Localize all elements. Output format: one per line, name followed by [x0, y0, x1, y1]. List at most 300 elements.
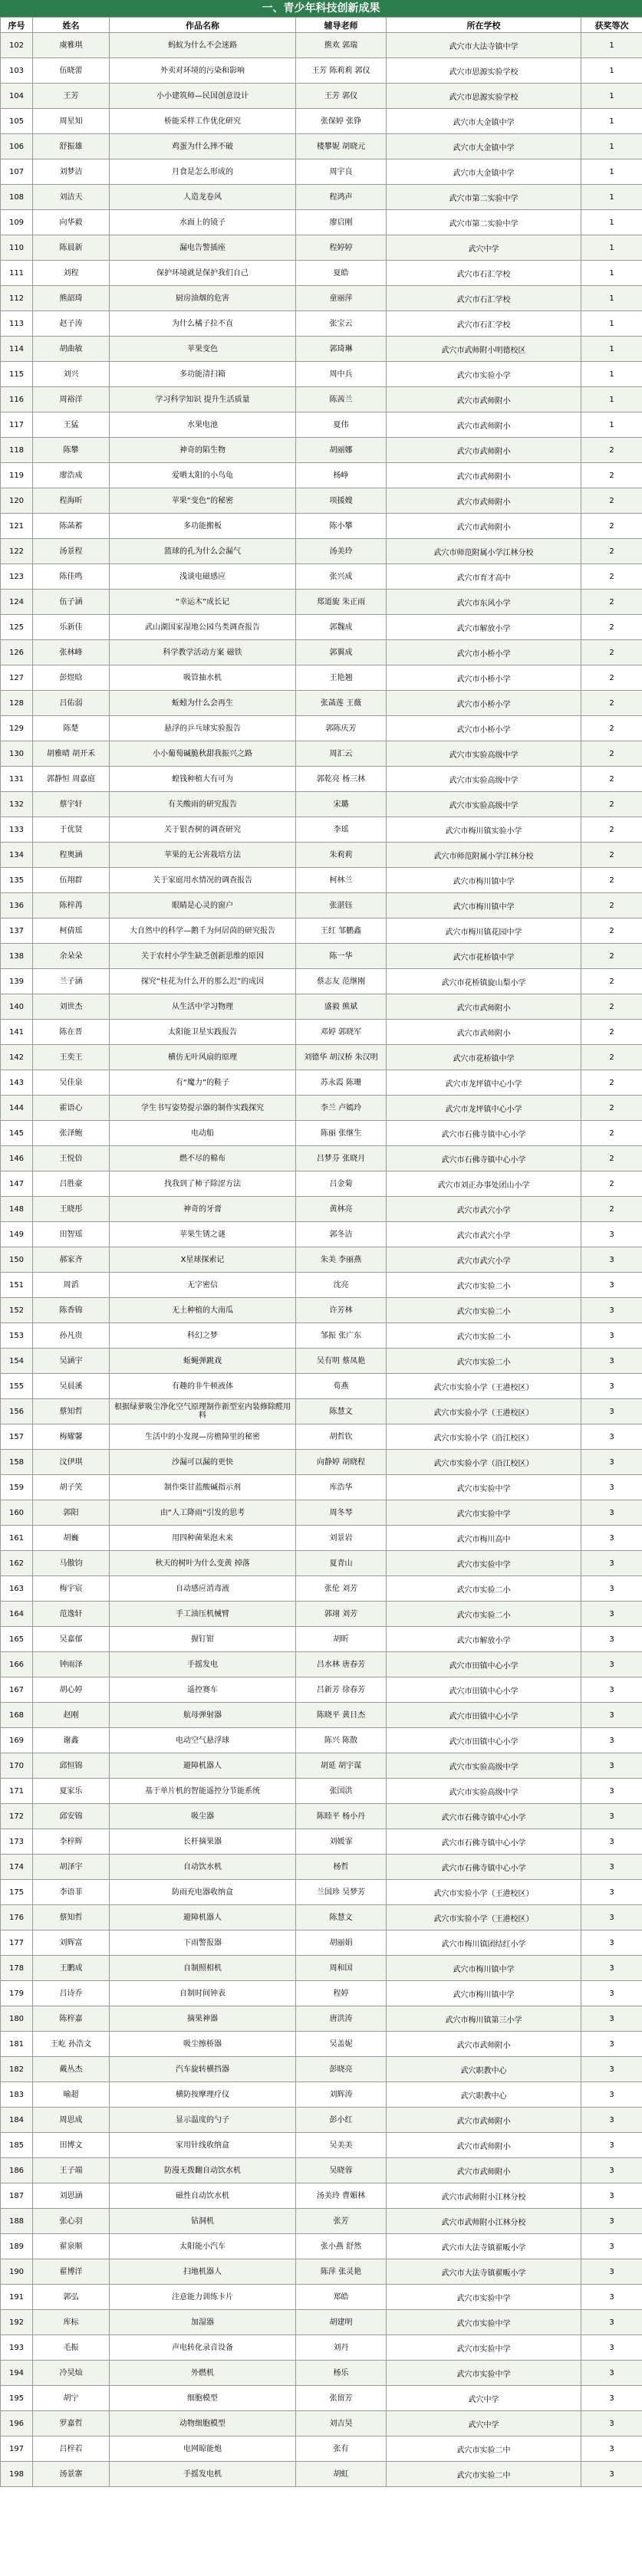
- table-row: [1, 185, 642, 210]
- cell-level: 1: [581, 311, 642, 337]
- cell-work: 科幻之梦: [110, 1323, 296, 1349]
- cell-name: 孙凡贵: [33, 1323, 110, 1349]
- cell-work: 手工油压机械臂: [110, 1602, 296, 1627]
- cell-work: 加湿器: [110, 2310, 296, 2335]
- cell-work: 科学教学活动方案 磁铁: [110, 640, 296, 665]
- cell-school: 武穴市武师附小江林分校: [387, 2209, 581, 2234]
- table-row: [1, 337, 642, 362]
- cell-name: 舒振雄: [33, 134, 110, 159]
- cell-work: 航母弹射器: [110, 1703, 296, 1728]
- cell-school: 武穴市石佛寺镇中心小学: [387, 1855, 581, 1880]
- cell-school: 武穴市解放小学: [387, 615, 581, 640]
- cell-school: 武穴市大法寺镇翟畈小学: [387, 2259, 581, 2285]
- cell-name: 钟雨泽: [33, 1652, 110, 1677]
- cell-school: 武穴市花桥镇中学: [387, 1045, 581, 1070]
- cell-teacher: 吴晓蓉: [296, 2158, 387, 2183]
- cell-name: 赵子涛: [33, 311, 110, 337]
- table-row: [1, 134, 642, 159]
- table-row: [1, 2436, 642, 2462]
- table-row: [1, 488, 642, 514]
- cell-name: 田智瑶: [33, 1222, 110, 1247]
- cell-level: 3: [581, 1273, 642, 1298]
- table-row: [1, 311, 642, 337]
- cell-school: 武穴市武师附小江林分校: [387, 2183, 581, 2209]
- table-row: [1, 1247, 642, 1273]
- cell-index: 187: [1, 2183, 33, 2209]
- cell-teacher: 邹振 张广东: [296, 1323, 387, 1349]
- cell-work: X星球探索记: [110, 1247, 296, 1273]
- cell-work: 蚂蚁为什么不会迷路: [110, 33, 296, 58]
- cell-index: 136: [1, 893, 33, 918]
- cell-work: 长杆摘果器: [110, 1829, 296, 1855]
- cell-level: 3: [581, 1222, 642, 1247]
- cell-teacher: 杨乐: [296, 2361, 387, 2386]
- cell-level: 3: [581, 1247, 642, 1273]
- cell-work: 握钉钳: [110, 1627, 296, 1652]
- cell-level: 2: [581, 1045, 642, 1070]
- cell-school: 武穴市武师附小: [387, 2133, 581, 2158]
- table-row: [1, 1020, 642, 1045]
- cell-work: 手摇发电机: [110, 2462, 296, 2487]
- cell-work: 蝗钱种植大有可为: [110, 767, 296, 792]
- cell-index: 196: [1, 2411, 33, 2436]
- cell-level: 3: [581, 1804, 642, 1829]
- cell-school: 武穴市实验小学（沿江校区）: [387, 1424, 581, 1450]
- cell-index: 103: [1, 58, 33, 84]
- cell-work: 学习科学知识 提升生活质量: [110, 387, 296, 412]
- cell-level: 3: [581, 1551, 642, 1576]
- cell-work: 桥能采样工作优化研究: [110, 109, 296, 134]
- cell-school: 武穴市梅川镇中学: [387, 1956, 581, 1981]
- cell-work: 厨房油烟的危害: [110, 286, 296, 311]
- cell-work: 学生书写姿势提示器的制作实践探究: [110, 1096, 296, 1121]
- cell-index: 145: [1, 1121, 33, 1146]
- cell-teacher: 唐洪涛: [296, 2006, 387, 2032]
- cell-teacher: 库浩华: [296, 1475, 387, 1500]
- cell-work: 钻洞机: [110, 2209, 296, 2234]
- cell-level: 3: [581, 1602, 642, 1627]
- award-table: [0, 17, 642, 2487]
- cell-work: 蚯蚓为什么会再生: [110, 691, 296, 716]
- table-row: [1, 817, 642, 843]
- cell-school: 武穴市实验二小: [387, 1576, 581, 1602]
- cell-teacher: 周中兵: [296, 362, 387, 387]
- table-row: [1, 590, 642, 615]
- table-row: [1, 210, 642, 235]
- cell-teacher: 吴盖妮: [296, 2032, 387, 2057]
- cell-school: 武穴市武师附小: [387, 2158, 581, 2183]
- cell-name: 夏家乐: [33, 1779, 110, 1804]
- cell-teacher: 张兴成: [296, 564, 387, 590]
- table-row: [1, 362, 642, 387]
- cell-index: 184: [1, 2108, 33, 2133]
- cell-work: 注意能力训练卡片: [110, 2285, 296, 2310]
- cell-school: 武穴市实验中学: [387, 1551, 581, 1576]
- cell-level: 2: [581, 438, 642, 463]
- table-row: [1, 994, 642, 1020]
- cell-level: 3: [581, 1424, 642, 1450]
- cell-index: 150: [1, 1247, 33, 1273]
- cell-index: 195: [1, 2386, 33, 2411]
- cell-index: 138: [1, 944, 33, 969]
- table-row: [1, 514, 642, 539]
- table-row: [1, 1121, 642, 1146]
- table-row: [1, 1146, 642, 1171]
- cell-level: 3: [581, 1981, 642, 2006]
- cell-name: 程奥涵: [33, 843, 110, 868]
- cell-teacher: 夏伟: [296, 412, 387, 438]
- cell-level: 3: [581, 2462, 642, 2487]
- cell-teacher: 郭陈庆芳: [296, 716, 387, 741]
- cell-index: 132: [1, 792, 33, 817]
- cell-level: 1: [581, 185, 642, 210]
- cell-level: 3: [581, 2006, 642, 2032]
- cell-index: 105: [1, 109, 33, 134]
- cell-name: 霍语心: [33, 1096, 110, 1121]
- cell-school: 武穴市武师附小: [387, 2108, 581, 2133]
- cell-name: 吕梓若: [33, 2436, 110, 2462]
- cell-name: 蔡知哲: [33, 1905, 110, 1930]
- cell-level: 1: [581, 235, 642, 261]
- cell-level: 2: [581, 1146, 642, 1171]
- cell-work: 探究“桂花为什么开的那么迟”的成因: [110, 969, 296, 994]
- cell-work: 防雨充电器收纳盒: [110, 1880, 296, 1905]
- cell-teacher: 朱莉莉: [296, 843, 387, 868]
- table-row: [1, 438, 642, 463]
- cell-index: 161: [1, 1526, 33, 1551]
- cell-name: 汤景程: [33, 539, 110, 564]
- cell-level: 1: [581, 109, 642, 134]
- table-row: [1, 58, 642, 84]
- cell-level: 2: [581, 843, 642, 868]
- cell-school: 武穴市实验高级中学: [387, 741, 581, 767]
- cell-school: 武穴市梅川镇花园中学: [387, 918, 581, 944]
- cell-name: 张心羽: [33, 2209, 110, 2234]
- cell-name: 周裕洋: [33, 387, 110, 412]
- cell-index: 159: [1, 1475, 33, 1500]
- cell-name: 刘思涵: [33, 2183, 110, 2209]
- cell-work: 有趣的非牛顿液体: [110, 1374, 296, 1399]
- cell-index: 188: [1, 2209, 33, 2234]
- cell-level: 1: [581, 84, 642, 109]
- cell-school: 武穴市梅川镇中学: [387, 868, 581, 893]
- cell-index: 131: [1, 767, 33, 792]
- cell-teacher: 夏皓: [296, 261, 387, 286]
- cell-teacher: 刘丹: [296, 2335, 387, 2361]
- cell-work: “幸运木”成长记: [110, 590, 296, 615]
- cell-school: 武穴市武师附小: [387, 463, 581, 488]
- cell-school: 武穴市大法寺镇翟畈小学: [387, 2234, 581, 2259]
- cell-index: 112: [1, 286, 33, 311]
- cell-teacher: 郑道旎 朱正雨: [296, 590, 387, 615]
- cell-name: 胡泽宇: [33, 1855, 110, 1880]
- cell-work: 外卖对环境的污染和影响: [110, 58, 296, 84]
- table-row: [1, 893, 642, 918]
- cell-school: 武穴市实验小学（王港校区）: [387, 1374, 581, 1399]
- cell-index: 137: [1, 918, 33, 944]
- cell-level: 3: [581, 1576, 642, 1602]
- cell-name: 王屹 孙浩文: [33, 2032, 110, 2057]
- cell-level: 3: [581, 2335, 642, 2361]
- cell-level: 2: [581, 994, 642, 1020]
- cell-teacher: 陈丽 张继生: [296, 1121, 387, 1146]
- cell-index: 107: [1, 159, 33, 185]
- cell-name: 乐新佳: [33, 615, 110, 640]
- table-row: [1, 2386, 642, 2411]
- cell-level: 3: [581, 1349, 642, 1374]
- cell-index: 148: [1, 1197, 33, 1222]
- cell-work: 爱晒太阳的小鸟龟: [110, 463, 296, 488]
- table-row: [1, 1956, 642, 1981]
- cell-level: 3: [581, 2108, 642, 2133]
- cell-name: 陈香锦: [33, 1298, 110, 1323]
- table-row: [1, 1677, 642, 1703]
- cell-index: 143: [1, 1070, 33, 1096]
- cell-index: 151: [1, 1273, 33, 1298]
- cell-level: 1: [581, 362, 642, 387]
- cell-work: 吸尘器: [110, 1804, 296, 1829]
- cell-name: 王悦倍: [33, 1146, 110, 1171]
- cell-school: 武穴市武师附小: [387, 2032, 581, 2057]
- table-row: [1, 1905, 642, 1930]
- cell-work: 神奇的牙膏: [110, 1197, 296, 1222]
- cell-index: 155: [1, 1374, 33, 1399]
- cell-name: 陈攀: [33, 438, 110, 463]
- cell-teacher: 胡丽娟: [296, 1930, 387, 1956]
- cell-index: 108: [1, 185, 33, 210]
- table-row: [1, 84, 642, 109]
- cell-work: 保护环境就是保护我们自己: [110, 261, 296, 286]
- cell-work: 基于单片机的智能遥控分节能系统: [110, 1779, 296, 1804]
- cell-name: 翟博洋: [33, 2259, 110, 2285]
- table-row: [1, 1855, 642, 1880]
- cell-index: 182: [1, 2057, 33, 2082]
- table-row: [1, 1222, 642, 1247]
- cell-name: 陈楚: [33, 716, 110, 741]
- cell-level: 1: [581, 33, 642, 58]
- cell-teacher: 吕水林 唐春芳: [296, 1652, 387, 1677]
- cell-index: 111: [1, 261, 33, 286]
- cell-level: 1: [581, 286, 642, 311]
- table-row: [1, 2133, 642, 2158]
- cell-work: 小小葡萄碱脆秋甜我振兴之路: [110, 741, 296, 767]
- cell-level: 2: [581, 817, 642, 843]
- cell-name: 彭煜晗: [33, 665, 110, 691]
- cell-name: 翟泉顺: [33, 2234, 110, 2259]
- cell-level: 3: [581, 2411, 642, 2436]
- cell-work: 电动空气悬浮球: [110, 1728, 296, 1753]
- cell-index: 140: [1, 994, 33, 1020]
- cell-index: 102: [1, 33, 33, 58]
- cell-index: 192: [1, 2310, 33, 2335]
- cell-level: 2: [581, 691, 642, 716]
- cell-level: 3: [581, 1956, 642, 1981]
- cell-school: 武穴市师范附属小学江林分校: [387, 539, 581, 564]
- cell-index: 147: [1, 1171, 33, 1197]
- cell-name: 刘梦洁: [33, 159, 110, 185]
- cell-level: 3: [581, 2183, 642, 2209]
- cell-teacher: 陈一华: [296, 944, 387, 969]
- cell-school: 武穴市实验高级中学: [387, 1779, 581, 1804]
- cell-teacher: 陈慧文: [296, 1399, 387, 1424]
- cell-work: 关于家庭用水情况的调查报告: [110, 868, 296, 893]
- cell-school: 武穴市梅川镇第三小学: [387, 2006, 581, 2032]
- cell-school: 武穴市武师附小: [387, 387, 581, 412]
- cell-teacher: 吕金菊: [296, 1171, 387, 1197]
- table-row: [1, 1475, 642, 1500]
- cell-teacher: 蔡志友 范继刚: [296, 969, 387, 994]
- cell-name: 库标: [33, 2310, 110, 2335]
- header-row: [1, 18, 642, 33]
- table-row: [1, 1526, 642, 1551]
- cell-level: 3: [581, 1829, 642, 1855]
- cell-level: 1: [581, 412, 642, 438]
- cell-name: 胡心婷: [33, 1677, 110, 1703]
- cell-level: 3: [581, 2133, 642, 2158]
- cell-level: 2: [581, 1070, 642, 1096]
- cell-teacher: 郭魏成: [296, 615, 387, 640]
- cell-name: 王鹏成: [33, 1956, 110, 1981]
- cell-teacher: 陈慧文: [296, 1905, 387, 1930]
- cell-name: 张林峰: [33, 640, 110, 665]
- cell-school: 武穴市师范附属小学江林分校: [387, 843, 581, 868]
- cell-name: 陈菡蓄: [33, 514, 110, 539]
- cell-work: 有关酸雨的研究报告: [110, 792, 296, 817]
- cell-name: 吴佳泉: [33, 1070, 110, 1096]
- cell-school: 武穴市实验中学: [387, 1475, 581, 1500]
- cell-level: 3: [581, 1627, 642, 1652]
- header-index: 序号: [1, 18, 33, 33]
- cell-level: 3: [581, 1450, 642, 1475]
- cell-school: 武穴市实验二小: [387, 1349, 581, 1374]
- cell-school: 武穴市田镇中心小学: [387, 1728, 581, 1753]
- cell-name: 陈梓嘉: [33, 2006, 110, 2032]
- cell-school: 武穴市梅川镇团结红小学: [387, 1930, 581, 1956]
- cell-level: 2: [581, 488, 642, 514]
- cell-school: 武穴市实验高级中学: [387, 1753, 581, 1779]
- cell-teacher: 荀燕: [296, 1374, 387, 1399]
- cell-name: 刘程: [33, 261, 110, 286]
- cell-school: 武穴市思源实验学校: [387, 84, 581, 109]
- cell-teacher: 张湛钰: [296, 893, 387, 918]
- cell-index: 171: [1, 1779, 33, 1804]
- cell-level: 3: [581, 1399, 642, 1424]
- cell-level: 3: [581, 2209, 642, 2234]
- cell-index: 104: [1, 84, 33, 109]
- cell-school: 武穴市龙坪镇中心小学: [387, 1096, 581, 1121]
- table-row: [1, 1551, 642, 1576]
- cell-teacher: 刘媛霏: [296, 1829, 387, 1855]
- cell-level: 3: [581, 1526, 642, 1551]
- cell-teacher: 廖启刚: [296, 210, 387, 235]
- cell-teacher: 夏青山: [296, 1551, 387, 1576]
- cell-school: 武穴市育才高中: [387, 564, 581, 590]
- cell-teacher: 盛毅 熊斌: [296, 994, 387, 1020]
- cell-name: 汤景寨: [33, 2462, 110, 2487]
- cell-index: 179: [1, 1981, 33, 2006]
- cell-work: 人造龙卷风: [110, 185, 296, 210]
- cell-school: 武穴市第二实验中学: [387, 185, 581, 210]
- cell-work: 苹果变色: [110, 337, 296, 362]
- cell-work: 自动饮水机: [110, 1855, 296, 1880]
- cell-name: 田博文: [33, 2133, 110, 2158]
- cell-work: 漏电告警插座: [110, 235, 296, 261]
- table-row: [1, 286, 642, 311]
- cell-teacher: 李瑶: [296, 817, 387, 843]
- cell-school: 武穴市小桥小学: [387, 716, 581, 741]
- cell-school: 武穴市实验小学（王港校区）: [387, 1880, 581, 1905]
- cell-school: 武穴市小桥小学: [387, 665, 581, 691]
- cell-work: 外燃机: [110, 2361, 296, 2386]
- cell-level: 2: [581, 868, 642, 893]
- table-row: [1, 1424, 642, 1450]
- table-row: [1, 2285, 642, 2310]
- table-row: [1, 2234, 642, 2259]
- cell-index: 160: [1, 1500, 33, 1526]
- cell-name: 刘兴: [33, 362, 110, 387]
- cell-teacher: 宋璐: [296, 792, 387, 817]
- cell-level: 1: [581, 159, 642, 185]
- cell-teacher: 程婷: [296, 1981, 387, 2006]
- table-row: [1, 1981, 642, 2006]
- cell-work: 显示温度的勺子: [110, 2108, 296, 2133]
- cell-level: 1: [581, 261, 642, 286]
- cell-level: 3: [581, 2234, 642, 2259]
- cell-teacher: 彭小红: [296, 2108, 387, 2133]
- cell-name: 陈佳鸣: [33, 564, 110, 590]
- cell-name: 冷昊灿: [33, 2361, 110, 2386]
- cell-teacher: 胡昕: [296, 1627, 387, 1652]
- table-body: [1, 33, 642, 2487]
- cell-school: 武穴职教中心: [387, 2057, 581, 2082]
- cell-school: 武穴市武师附小: [387, 514, 581, 539]
- table-row: [1, 1829, 642, 1855]
- cell-school: 武穴市梅川镇实验小学: [387, 817, 581, 843]
- cell-level: 2: [581, 1121, 642, 1146]
- cell-school: 武穴市梅川镇中学: [387, 893, 581, 918]
- cell-school: 武穴市实验中学: [387, 2335, 581, 2361]
- cell-school: 武穴市田镇中心小学: [387, 1677, 581, 1703]
- cell-name: 柯倩瑶: [33, 918, 110, 944]
- cell-work: 电动船: [110, 1121, 296, 1146]
- cell-index: 183: [1, 2082, 33, 2108]
- cell-teacher: 胡丽娜: [296, 438, 387, 463]
- cell-teacher: 柯林兰: [296, 868, 387, 893]
- cell-teacher: 王艳翘: [296, 665, 387, 691]
- cell-level: 3: [581, 1475, 642, 1500]
- cell-name: 范逸轩: [33, 1602, 110, 1627]
- table-row: [1, 1779, 642, 1804]
- cell-teacher: 郑皓: [296, 2285, 387, 2310]
- cell-teacher: 程婷婷: [296, 235, 387, 261]
- cell-index: 139: [1, 969, 33, 994]
- cell-level: 3: [581, 1728, 642, 1753]
- cell-name: 余朵朵: [33, 944, 110, 969]
- table-row: [1, 2057, 642, 2082]
- cell-index: 162: [1, 1551, 33, 1576]
- cell-school: 武穴市实验小学（王港校区）: [387, 1905, 581, 1930]
- cell-school: 武穴市小桥小学: [387, 691, 581, 716]
- cell-name: 王芳: [33, 84, 110, 109]
- cell-school: 武穴市武师附小明德校区: [387, 337, 581, 362]
- table-row: [1, 463, 642, 488]
- cell-name: 邱安锦: [33, 1804, 110, 1829]
- cell-name: 伍翔群: [33, 868, 110, 893]
- cell-name: 胡子笑: [33, 1475, 110, 1500]
- cell-index: 189: [1, 2234, 33, 2259]
- cell-school: 武穴市解放小学: [387, 1627, 581, 1652]
- cell-index: 106: [1, 134, 33, 159]
